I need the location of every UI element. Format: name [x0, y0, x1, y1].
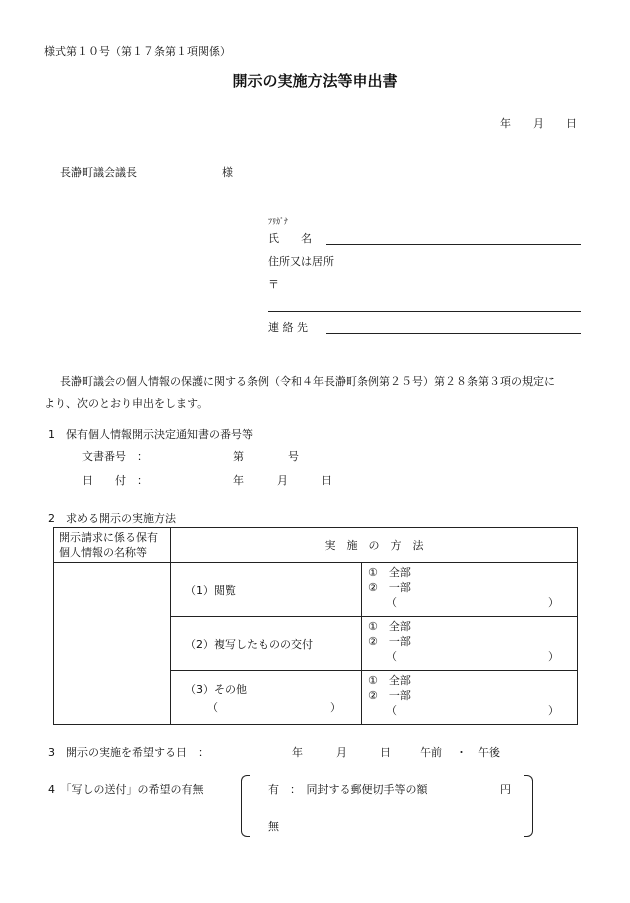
address-label: 住所又は居所 — [268, 255, 334, 268]
desired-date-value: 年 月 日 — [292, 746, 391, 759]
info-name-cell[interactable] — [54, 563, 171, 725]
option-partial[interactable]: ② 一部 — [368, 689, 411, 702]
name-field[interactable] — [326, 244, 581, 245]
contact-field[interactable] — [326, 333, 581, 334]
doc-number-label: 文書番号 ： — [82, 450, 148, 463]
form-number: 様式第１０号（第１７条第１項関係） — [44, 45, 231, 58]
contact-label: 連 絡 先 — [268, 321, 308, 334]
furigana-label: ﾌﾘｶﾞﾅ — [268, 217, 288, 226]
method-3-label: （3）その他 — [185, 682, 247, 696]
section1-heading: 1 保有個人情報開示決定通知書の番号等 — [48, 428, 253, 441]
addressee-honorific: 様 — [222, 166, 233, 179]
notice-date-label: 日 付 ： — [82, 474, 148, 487]
method-2-options[interactable]: ① 全部 ② 一部 （ ） — [362, 617, 578, 671]
option-all[interactable]: ① 全部 — [368, 566, 411, 579]
method-table — [53, 527, 578, 725]
send-copy-yes[interactable]: 有 ： 同封する郵便切手等の額 — [268, 783, 428, 796]
notice-date-value: 年 月 日 — [233, 474, 332, 487]
pm-option[interactable]: 午後 — [478, 746, 500, 759]
separator-dot: ・ — [456, 746, 467, 759]
body-text-line1: 長瀞町議会の個人情報の保護に関する条例（令和４年長瀞町条例第２５号）第２８条第３項の規定に — [60, 375, 555, 388]
body-text-line2: より、次のとおり申出をします。 — [44, 397, 209, 410]
option-all[interactable]: ① 全部 — [368, 674, 411, 687]
section3-heading: 3 開示の実施を希望する日 ： — [48, 746, 209, 759]
address-field[interactable] — [268, 311, 581, 312]
doc-number-value: 第 号 — [233, 450, 299, 463]
date-line: 年 月 日 — [500, 117, 577, 130]
col1-header: 開示請求に係る保有個人情報の名称等 — [54, 528, 171, 563]
section4-heading: 4 「写しの送付」の希望の有無 — [48, 783, 204, 796]
am-option[interactable]: 午前 — [420, 746, 442, 759]
method-2-label: （2）複写したものの交付 — [171, 617, 362, 671]
col2-header: 実 施 の 方 法 — [171, 528, 578, 563]
method-3-options[interactable]: ① 全部 ② 一部 （ ） — [362, 671, 578, 725]
option-all[interactable]: ① 全部 — [368, 620, 411, 633]
section2-heading: 2 求める開示の実施方法 — [48, 512, 176, 525]
page-title: 開示の実施方法等申出書 — [232, 72, 398, 90]
method-3-cell[interactable]: （3）その他 （ ） — [171, 671, 362, 725]
postal-mark: 〒 — [268, 278, 279, 291]
send-copy-no[interactable]: 無 — [268, 820, 279, 833]
method-1-label: （1）閲覧 — [171, 563, 362, 617]
bracket-right — [524, 775, 533, 837]
addressee-name: 長瀞町議会議長 — [60, 166, 137, 179]
option-partial[interactable]: ② 一部 — [368, 635, 411, 648]
method-1-options[interactable]: ① 全部 ② 一部 （ ） — [362, 563, 578, 617]
name-label: 氏 名 — [268, 232, 312, 245]
bracket-left — [241, 775, 250, 837]
yen-unit: 円 — [500, 783, 511, 796]
option-partial[interactable]: ② 一部 — [368, 581, 411, 594]
